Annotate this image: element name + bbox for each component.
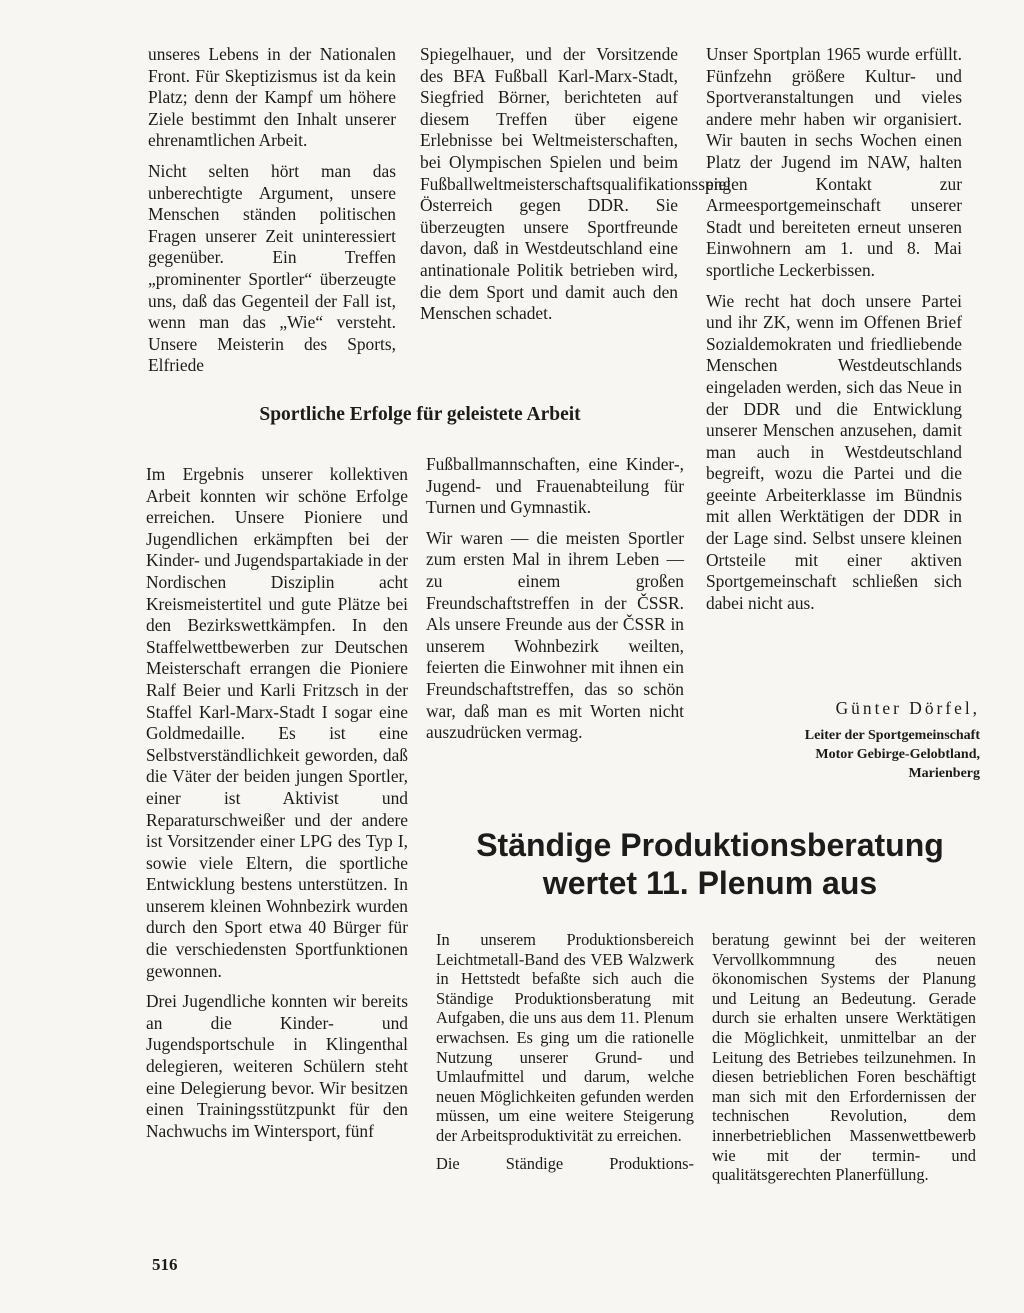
article-2-heading-line: Ständige Produktionsberatung — [476, 827, 944, 863]
paragraph: beratung gewinnt bei der weiteren Vervollkommnung des neuen ökonomischen Systems der Planung und Leitung an Bedeutung. Gerade durch sie erhalten unsere Werktätigen die Möglichkeit, unmittelbar an der Leitung des Betriebes teilzunehmen. In diesen betrieblichen Foren beschäftigt man sich mit den Erfordernissen der technischen Revolution, dem innerbetrieblichen Massenwettbewerb wie mit der termin- und qualitätsgerechten Planerfüllung. — [712, 930, 976, 1185]
author-role-line: Leiter der Sportgemeinschaft — [804, 728, 980, 743]
article-2-column-2 — [712, 930, 976, 1185]
paragraph: Unser Sportplan 1965 wurde erfüllt. Fünfzehn größere Kultur- und Sportveranstaltungen und vieles andere mehr haben wir organisiert. Wir bauten in sechs Wochen einen Platz der Jugend im NAW, halten engen Kontakt zur Armeesportgemeinschaft unserer Stadt und bereiteten erneut unseren Einwohnern am 1. und 8. Mai sportliche Leckerbissen. — [706, 44, 962, 280]
article-2-column-1 — [436, 930, 694, 1173]
right-column — [706, 44, 962, 614]
paragraph: Fußballmannschaften, eine Kinder-, Jugend- und Frauenabteilung für Turnen und Gymnastik. — [426, 454, 684, 518]
paragraph: Wie recht hat doch unsere Partei und ihr ZK, wenn im Offenen Brief Sozialdemokraten und friedliebende Menschen Westdeutschlands eingeladen werden, sich das Neue in der DDR und die Entwicklung unserer Menschen anzusehen, damit man auch in Westdeutschland begreift, wozu die Partei und die geeinte Arbeiterklasse im Bündnis mit allen Werktätigen der DDR in der Lage sind. Selbst unsere kleinen Ortsteile mit einer aktiven Sportgemeinschaft schließen sich dabei nicht aus. — [706, 290, 962, 613]
author-role-line: Marienberg — [908, 766, 980, 781]
author-role-line: Motor Gebirge-Gelobtland, — [815, 747, 980, 762]
paragraph: Die Ständige Produktions- — [436, 1153, 694, 1173]
article-2-heading — [440, 826, 980, 902]
paragraph: Im Ergebnis unserer kollektiven Arbeit konnten wir schöne Erfolge erreichen. Unsere Pioniere und Jugendlichen erkämpften bei der Kinder- und Jugendspartakiade in der Nordischen Disziplin acht Kreismeistertitel und gute Plätze bei den Bezirkswettkämpfen. In den Staffelwettbewerben zur Deutschen Meisterschaft errangen die Pioniere Ralf Beier und Karli Fritzsch in der Staffel Karl-Marx-Stadt I sogar eine Goldmedaille. Es ist eine Selbstverständlichkeit geworden, daß die Väter der beiden jungen Sportler, einer ist Aktivist und Reparaturschweißer und der andere ist Vorsitzender einer LPG des Typ I, sowie viele Eltern, die sportliche Entwicklung bestens unterstützen. In unserem kleinen Wohnbezirk wurden durch den Sport etwa 40 Bürger für die verschiedensten Sportfunktionen gewonnen. — [146, 464, 408, 981]
page-number: 516 — [152, 1255, 178, 1274]
top-column-2 — [420, 44, 732, 325]
paragraph: Spiegelhauer, und der Vorsitzende des BFA Fußball Karl-Marx-Stadt, Siegfried Börner, berichteten auf diesem Treffen über eigene Erlebnisse bei Weltmeisterschaften, bei Olympischen Spielen und beim Fußballweltmeisterschaftsqualifikationsspiel Österreich gegen DDR. Sie überzeugten unsere Sportfreunde davon, daß in Westdeutschland eine antinationale Politik betrieben wird, die dem Sport und damit auch den Menschen schadet. — [420, 44, 732, 324]
author-name: Günter Dörfel, — [835, 698, 980, 718]
article-1-heading: Sportliche Erfolge für geleistete Arbeit — [259, 404, 581, 425]
paragraph: unseres Lebens in der Nationalen Front. Für Skeptizismus ist da kein Platz; denn der Kampf um höhere Ziele bestimmt den Inhalt unserer ehrenamtlichen Arbeit. — [148, 44, 396, 151]
author-role — [700, 726, 980, 783]
paragraph: Drei Jugendliche konnten wir bereits an die Kinder- und Jugendsportschule in Klingenthal delegieren, weiteren Schülern steht eine Delegierung bevor. Wir besitzen einen Trainingsstützpunkt für den Nachwuchs im Wintersport, fünf — [146, 991, 408, 1141]
top-column-1 — [148, 44, 396, 377]
paragraph: Nicht selten hört man das unberechtigte Argument, unsere Menschen ständen politischen Fragen unserer Zeit uninteressiert gegenüber. Ein Treffen „prominenter Sportler“ überzeugte uns, daß das Gegenteil der Fall ist, wenn man das „Wie“ versteht. Unsere Meisterin des Sports, Elfriede — [148, 160, 396, 376]
article-1-column-2 — [426, 454, 684, 744]
article-2-heading-line: wertet 11. Plenum aus — [542, 865, 878, 901]
paragraph: In unserem Produktionsbereich Leichtmetall-Band des VEB Walzwerk in Hettstedt befaßte sich auch die Ständige Produktionsberatung mit Aufgaben, die uns aus dem 11. Plenum erwachsen. Es ging um die rationelle Nutzung unserer Grund- und Umlaufmittel und darum, welche neuen Möglichkeiten gefunden werden müssen, um eine weitere Steigerung der Arbeitsproduktivität zu erreichen. — [436, 930, 694, 1145]
paragraph: Wir waren — die meisten Sportler zum ersten Mal in ihrem Leben — zu einem großen Freundschaftstreffen in der ČSSR. Als unsere Freunde aus der ČSSR in unserem Wohnbezirk weilten, feierten die Einwohner mit ihnen ein Freundschaftstreffen, das so schön war, daß man es mit Worten nicht auszudrücken vermag. — [426, 527, 684, 743]
article-1-column-1 — [146, 464, 408, 1142]
